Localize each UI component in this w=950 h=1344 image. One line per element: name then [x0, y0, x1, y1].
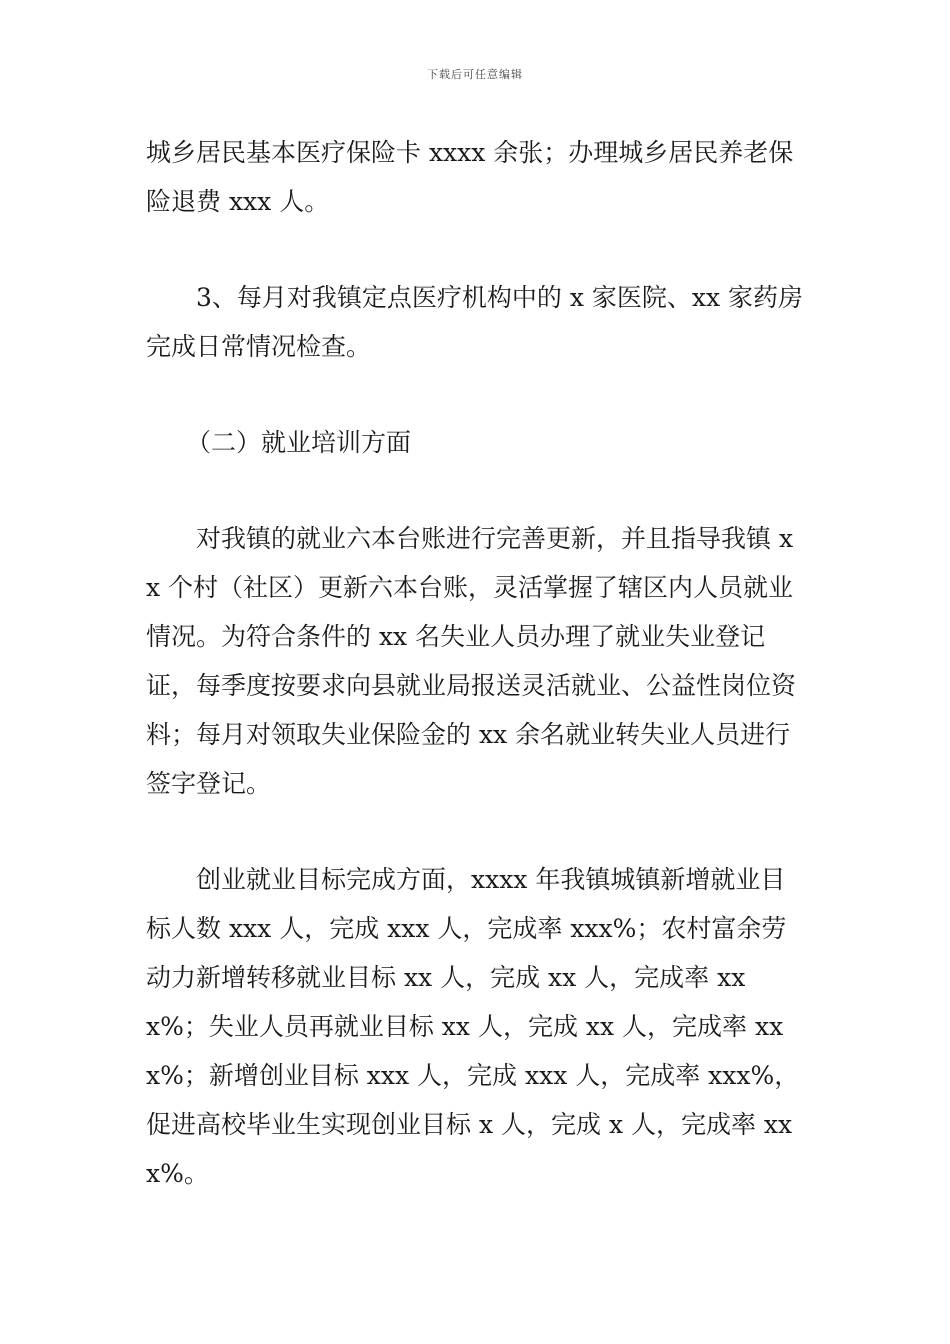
paragraph-employment-ledger: 对我镇的就业六本台账进行完善更新，并且指导我镇 xx 个村（社区）更新六本台账，灵活掌握了辖区内人员就业情况。为符合条件的 xx 名失业人员办理了就业失业登记证，每季度按要求向县就业局报送灵活就业、公益性岗位资料；每月对领取失业保险金的 xx 余名就业转失业人员进行签字登记。 [146, 524, 797, 798]
document-body [146, 128, 806, 1198]
paragraph-medical-inspection: 3、每月对我镇定点医疗机构中的 x 家医院、xx 家药房完成日常情况检查。 [146, 283, 804, 361]
section-heading-employment-training: （二）就业培训方面 [186, 428, 412, 457]
page-header: 下载后可任意编辑 [427, 68, 523, 81]
paragraph-insurance-card: 城乡居民基本医疗保险卡 xxxx 余张；办理城乡居民养老保险退费 xxx 人。 [146, 138, 794, 216]
paragraph-employment-targets: 创业就业目标完成方面，xxxx 年我镇城镇新增就业目标人数 xxx 人，完成 xxx 人，完成率 xxx%；农村富余劳动力新增转移就业目标 xx 人，完成 xx 人，完成率 xxx%；失业人员再就业目标 xx 人，完成 xx 人，完成率 xxx%；新增创业目标 xxx 人，完成 xxx 人，完成率 xxx%，促进高校毕业生实现创业目标 x 人，完成 x 人，完成率 xxx%。 [146, 865, 800, 1188]
